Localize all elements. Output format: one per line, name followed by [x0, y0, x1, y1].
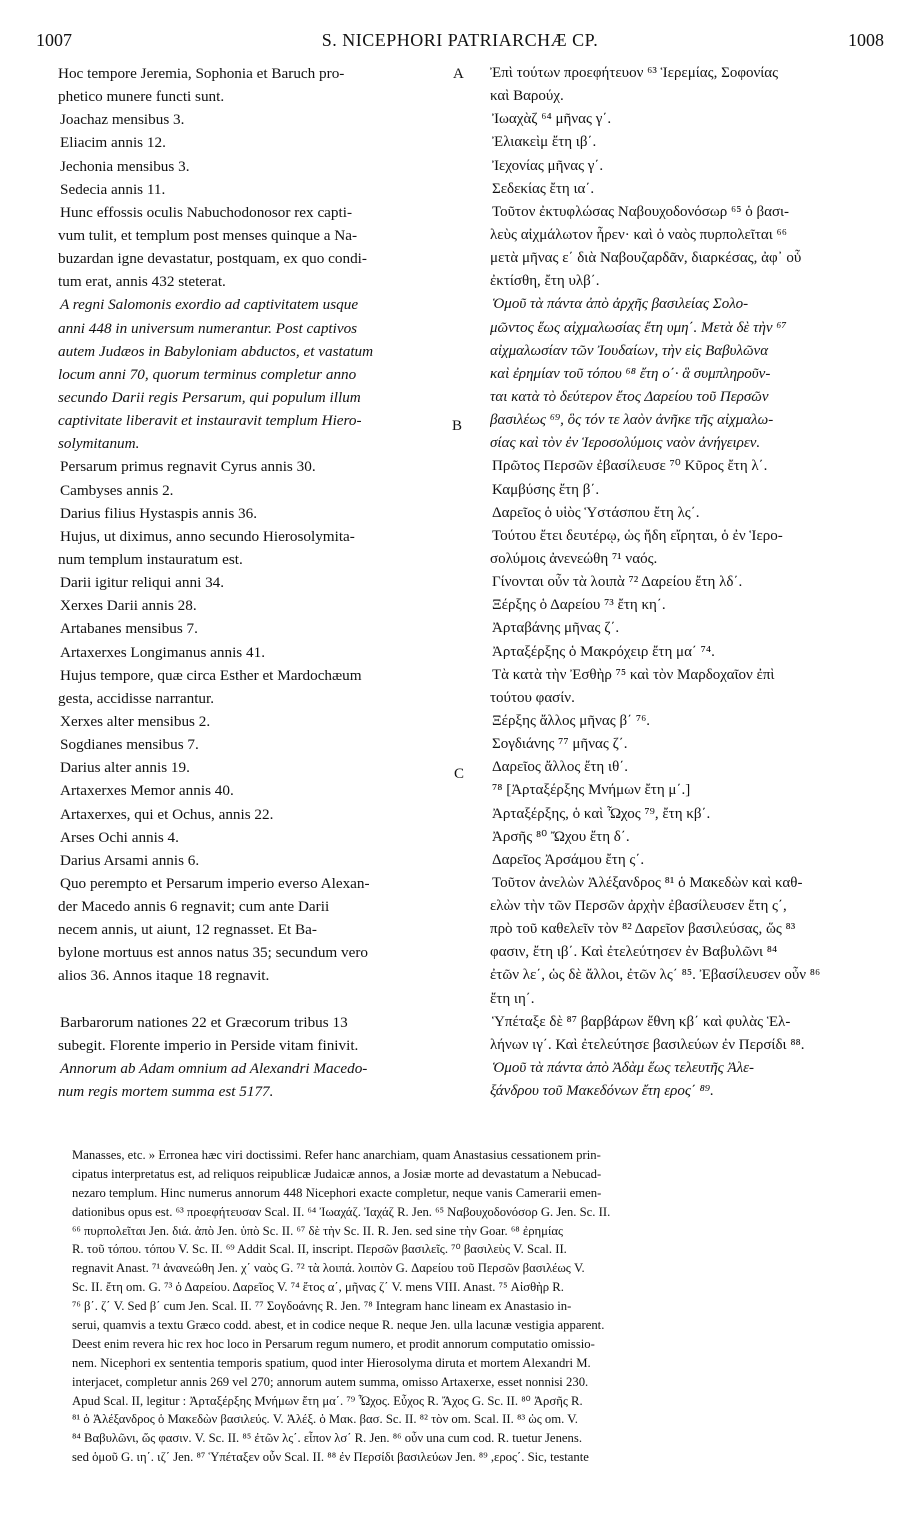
- latin-text-line: vum tulit, et templum post menses quinque a Na-: [58, 226, 358, 244]
- latin-text-line: Annorum ab Adam omnium ad Alexandri Macedo-: [60, 1060, 368, 1078]
- latin-text-line: Hoc tempore Jeremia, Sophonia et Baruch pro-: [58, 65, 345, 82]
- greek-text-line: Ἐλιακεὶμ ἔτη ιβ΄.: [492, 134, 597, 151]
- latin-text-line: Darius Arsami annis 6.: [60, 851, 200, 869]
- greek-text-line: καὶ ἐρημίαν τοῦ τόπου ⁶⁸ ἔτη ο΄· ἃ συμπληροῦν-: [490, 365, 771, 382]
- footnote-line: ⁸⁴ Βαβυλῶνι, ὥς φασιν. V. Sc. II. ⁸⁵ ἐτῶν λς΄. εἶπον λσ΄ R. Jen. ⁸⁶ οὖν una cum cod. R. tuetur Jenens.: [72, 1431, 582, 1446]
- greek-text-line: Ὁμοῦ τὰ πάντα ἀπὸ Ἀδὰμ ἕως τελευτῆς Ἀλε-: [492, 1060, 755, 1077]
- latin-text-line: Xerxes Darii annis 28.: [60, 597, 197, 615]
- greek-text-line: ξάνδρου τοῦ Μακεδόνων ἔτη ερος΄ ⁸⁹.: [490, 1083, 714, 1100]
- latin-text-line: Sogdianes mensibus 7.: [60, 736, 199, 754]
- section-marker-c: C: [454, 766, 465, 782]
- greek-text-line: Δαρεῖος ὁ υἱὸς Ὑστάσπου ἔτη λς΄.: [492, 504, 700, 521]
- running-title: S. NICEPHORI PATRIARCHÆ CP.: [321, 30, 599, 50]
- footnote-line: cipatus interpretatus est, ad reliquos reipublicæ Judaicæ annos, a Josiæ morte ad devastatum a Nebucad-: [72, 1166, 602, 1181]
- greek-text-line: Ξέρξης ὁ Δαρείου ⁷³ ἔτη κη΄.: [492, 597, 666, 614]
- page-header: [36, 30, 884, 56]
- page-number-left: 1007: [36, 30, 72, 50]
- latin-text-line: Xerxes alter mensibus 2.: [60, 712, 211, 730]
- latin-text-line: Darius filius Hystaspis annis 36.: [60, 504, 258, 522]
- greek-text-line: Ἰεχονίας μῆνας γ΄.: [492, 157, 604, 174]
- latin-text-line: der Macedo annis 6 regnavit; cum ante Darii: [58, 898, 330, 916]
- footnote-line: sed ὁμοῦ G. ιη΄. ιζ΄ Jen. ⁸⁷ Ὑπέταξεν οὖν Scal. II. ⁸⁸ ἐν Περσίδι βασιλεύων Jen. ⁸⁹ ,ερος΄. Sic, testante: [72, 1450, 589, 1465]
- latin-text-line: tum erat, annis 432 steterat.: [58, 273, 226, 291]
- greek-text-line: λεὺς αἰχμάλωτον ἦρεν· καὶ ὁ ναὸς πυρπολεῖται ⁶⁶: [490, 226, 787, 243]
- latin-column: [58, 62, 450, 1103]
- latin-text-line: Hunc effossis oculis Nabuchodonosor rex capti-: [60, 203, 353, 221]
- latin-text-line: Cambyses annis 2.: [60, 481, 174, 499]
- footnote-line: R. τοῦ τόπου. τόπου V. Sc. II. ⁶⁹ Addit Scal. II, inscript. Περσῶν βασιλεῖς. ⁷⁰ βασιλεὺς V. Scal. II.: [72, 1242, 567, 1257]
- greek-text-line: Ἐπὶ τούτων προεφήτευον ⁶³ Ἱερεμίας, Σοφονίας: [490, 65, 779, 81]
- latin-text-line: Darius alter annis 19.: [60, 759, 190, 777]
- footnote-line: ⁶⁶ πυρπολεῖται Jen. διά. ἀπὸ Jen. ὑπὸ Sc. II. ⁶⁷ δὲ τὴν Sc. II. R. Jen. sed sine τὴν Goar. ⁶⁸ ἐρημίας: [72, 1223, 564, 1238]
- latin-text-line: alios 36. Annos itaque 18 regnavit.: [58, 967, 270, 985]
- greek-text-line: καὶ Βαρούχ.: [490, 88, 564, 105]
- greek-text-line: Ἀρταξέρξης, ὁ καὶ Ὦχος ⁷⁹, ἔτη κβ΄.: [492, 805, 711, 822]
- latin-text-line: Joachaz mensibus 3.: [60, 111, 185, 129]
- footnote-line: Apud Scal. II, legitur : Ἀρταξέρξης Μνήμων ἔτη μα΄. ⁷⁹ Ὦχος. Εὖχος R. Ἄχος G. Sc. II. ⁸⁰ Ἀρσῆς R.: [72, 1393, 583, 1408]
- latin-text-line: Arses Ochi annis 4.: [60, 828, 179, 846]
- greek-text-line: Τὰ κατὰ τὴν Ἐσθὴρ ⁷⁵ καὶ τὸν Μαρδοχαῖον ἐπὶ: [492, 666, 775, 683]
- greek-text-line: βασιλέως ⁶⁹, ὃς τόν τε λαὸν ἀνῆκε τῆς αἰχμαλω-: [490, 412, 774, 429]
- latin-text-line: bylone mortuus est annos natus 35; secundum vero: [58, 944, 369, 962]
- greek-text-line: πρὸ τοῦ καθελεῖν τὸν ⁸² Δαρεῖον βασιλεύσας, ὥς ⁸³: [490, 921, 796, 938]
- footnote-line: nezaro templum. Hinc numerus annorum 448 Nicephori exacte completur, neque vanis Camerarii emen-: [72, 1185, 602, 1200]
- footnote-line: Deest enim revera hic rex hoc loco in Persarum regum numero, et prodit annorum computatio omissio-: [72, 1336, 595, 1351]
- greek-text-line: Γίνονται οὖν τὰ λοιπὰ ⁷² Δαρείου ἔτη λδ΄.: [492, 574, 743, 591]
- footnote-line: serui, quamvis a textu Græco codd. abest, et in codice neque R. neque Jen. ulla lacunæ vestigia apparent.: [72, 1318, 605, 1333]
- greek-text-line: Ἀρσῆς ⁸⁰ Ὤχου ἔτη δ΄.: [492, 828, 630, 845]
- latin-text-line: anni 448 in universum numerantur. Post captivos: [58, 319, 358, 337]
- greek-text-line: λήνων ιγ΄. Καὶ ἐτελεύτησε βασιλεύων ἐν Περσίδι ⁸⁸.: [490, 1036, 805, 1053]
- greek-text-line: Ὁμοῦ τὰ πάντα ἀπὸ ἀρχῆς βασιλείας Σολο-: [492, 296, 749, 313]
- latin-text-line: Quo perempto et Persarum imperio everso Alexan-: [60, 874, 370, 892]
- greek-text-line: Ἀρταβάνης μῆνας ζ΄.: [492, 620, 620, 637]
- latin-text-line: captivitate liberavit et instauravit templum Hiero-: [58, 412, 362, 430]
- latin-text-line: num templum instauratum est.: [58, 550, 243, 568]
- latin-text-line: necem annis, ut aiunt, 12 regnasset. Et Ba-: [58, 921, 317, 939]
- footnote-line: dationibus opus est. ⁶³ προεφήτευσαν Scal. II. ⁶⁴ Ἰωαχάζ. Ἰαχάζ R. Jen. ⁶⁵ Ναβουχοδονόσορ G. Jen. Sc. II.: [72, 1204, 611, 1219]
- latin-text-line: Hujus tempore, quæ circa Esther et Mardochæum: [60, 666, 362, 684]
- latin-text-line: solymitanum.: [58, 435, 140, 453]
- section-marker-b: B: [452, 418, 463, 434]
- latin-text-line: autem Judæos in Babyloniam abductos, et vastatum: [58, 342, 374, 360]
- greek-text-line: ελὼν τὴν τῶν Περσῶν ἀρχὴν ἐβασίλευσεν ἔτη ς΄,: [490, 898, 787, 915]
- greek-text-line: Πρῶτος Περσῶν ἐβασίλευσε ⁷⁰ Κῦρος ἔτη λ΄.: [492, 458, 768, 475]
- latin-text-line: Artaxerxes, qui et Ochus, annis 22.: [60, 805, 274, 823]
- greek-text-line: ται κατὰ τὸ δεύτερον ἔτος Δαρείου τοῦ Περσῶν: [490, 388, 769, 405]
- greek-text-line: Τοῦτον ἐκτυφλώσας Ναβουχοδονόσωρ ⁶⁵ ὁ βασι-: [492, 203, 790, 220]
- section-marker-a: A: [453, 66, 464, 82]
- footnote-line: ⁷⁶ β΄. ζ΄ V. Sed β΄ cum Jen. Scal. II. ⁷⁷ Σογδοάνης R. Jen. ⁷⁸ Integram hanc lineam ex Anastasio in-: [72, 1299, 572, 1314]
- greek-text-line: ἐτῶν λε΄, ὡς δὲ ἄλλοι, ἐτῶν λς΄ ⁸⁵. Ἐβασίλευσεν οὖν ⁸⁶: [490, 967, 821, 984]
- latin-text-line: num regis mortem summa est 5177.: [58, 1083, 274, 1101]
- greek-text-line: Τοῦτον ἀνελὼν Ἀλέξανδρος ⁸¹ ὁ Μακεδὼν καὶ καθ-: [492, 874, 803, 891]
- footnotes: [72, 1146, 892, 1467]
- greek-text-line: Καμβύσης ἔτη β΄.: [492, 481, 600, 498]
- latin-text-line: Artaxerxes Longimanus annis 41.: [60, 643, 265, 661]
- greek-text-line: σολύμοις ἀνενεώθη ⁷¹ ναός.: [490, 550, 658, 567]
- footnote-line: regnavit Anast. ⁷¹ ἀνανεώθη Jen. χ΄ ναὸς G. ⁷² τὰ λοιπά. λοιπὸν G. Δαρείου τοῦ Περσῶν βασιλέως V.: [72, 1261, 585, 1276]
- greek-text-line: αἰχμαλωσίαν τῶν Ἰουδαίων, τὴν εἰς Βαβυλῶνα: [490, 342, 769, 359]
- greek-text-line: Τούτου ἔτει δευτέρῳ, ὡς ἤδη εἴρηται, ὁ ἐν Ἱερο-: [492, 527, 783, 544]
- footnote-line: nem. Nicephori ex sententia temporis spatium, quod inter Hierosolyma diruta et mortem Alexandri M.: [72, 1355, 591, 1370]
- latin-text-line: Barbarorum nationes 22 et Græcorum tribus 13: [60, 1013, 348, 1031]
- latin-text-line: secundo Darii regis Persarum, qui populum illum: [58, 388, 361, 406]
- greek-column: [490, 62, 880, 1103]
- latin-text-line: buzardan igne devastatur, postquam, ex quo condi-: [58, 250, 367, 268]
- footnote-line: ⁸¹ ὁ Ἀλέξανδρος ὁ Μακεδὼν βασιλεύς. V. Ἀλέξ. ὁ Μακ. βασ. Sc. II. ⁸² τὸν om. Scal. II. ⁸³ ὡς om. V.: [72, 1412, 578, 1427]
- greek-text-line: φασιν, ἔτη ιβ΄. Καὶ ἐτελεύτησεν ἐν Βαβυλῶνι ⁸⁴: [490, 944, 778, 961]
- latin-text-line: Persarum primus regnavit Cyrus annis 30.: [60, 458, 316, 476]
- greek-text-line: Ἀρταξέρξης ὁ Μακρόχειρ ἔτη μα΄ ⁷⁴.: [492, 643, 715, 660]
- latin-text-line: Hujus, ut diximus, anno secundo Hierosolymita-: [60, 527, 355, 545]
- greek-text-line: σίας καὶ τὸν ἐν Ἱεροσολύμοις ναὸν ἀνήγειρεν.: [490, 435, 761, 452]
- latin-text-line: A regni Salomonis exordio ad captivitatem usque: [60, 296, 359, 314]
- page-number-right: 1008: [848, 30, 884, 50]
- greek-text-line: ⁷⁸ [Ἀρταξέρξης Μνήμων ἔτη μ΄.]: [492, 782, 691, 799]
- latin-text-line: Darii igitur reliqui anni 34.: [60, 574, 225, 592]
- latin-text-line: Artaxerxes Memor annis 40.: [60, 782, 234, 800]
- greek-text-line: Δαρεῖος Ἀρσάμου ἔτη ς΄.: [492, 851, 645, 868]
- greek-text-line: Δαρεῖος ἄλλος ἔτη ιθ΄.: [492, 759, 628, 776]
- greek-text-line: μῶντος ἕως αἰχμαλωσίας ἔτη υμη΄. Μετὰ δὲ τὴν ⁶⁷: [490, 319, 787, 336]
- latin-text-line: phetico munere functi sunt.: [58, 88, 225, 106]
- latin-text-line: Sedecia annis 11.: [60, 180, 166, 198]
- latin-text-line: gesta, accidisse narrantur.: [58, 689, 215, 707]
- footnote-line: interjacet, completur annis 269 vel 270; annorum autem summa, omisso Artaxerxe, esset nonnisi 230.: [72, 1374, 589, 1389]
- latin-text-line: Artabanes mensibus 7.: [60, 620, 198, 638]
- latin-text-line: Jechonia mensibus 3.: [60, 157, 190, 175]
- latin-text-line: Eliacim annis 12.: [60, 134, 166, 152]
- greek-text-line: Σογδιάνης ⁷⁷ μῆνας ζ΄.: [492, 736, 628, 753]
- greek-text-line: Σεδεκίας ἔτη ια΄.: [492, 180, 595, 197]
- greek-text-line: μετὰ μῆνας ε΄ διὰ Ναβουζαρδᾶν, διαρκέσας, ἀφ᾽ οὗ: [490, 250, 802, 267]
- greek-text-line: τούτου φασίν.: [490, 689, 575, 706]
- latin-text-line: subegit. Florente imperio in Perside vitam finivit.: [58, 1036, 359, 1054]
- footnote-line: Manasses, etc. » Erronea hæc viri doctissimi. Refer hanc anarchiam, quam Anastasius cessationem prin-: [72, 1148, 601, 1162]
- greek-text-line: ἔτη ιη΄.: [490, 990, 535, 1007]
- greek-text-line: Ὑπέταξε δὲ ⁸⁷ βαρβάρων ἔθνη κβ΄ καὶ φυλὰς Ἑλ-: [492, 1013, 791, 1030]
- greek-text-line: Ἰωαχὰζ ⁶⁴ μῆνας γ΄.: [492, 111, 612, 128]
- greek-text-line: ἐκτίσθη, ἔτη υλβ΄.: [490, 273, 600, 290]
- footnote-line: Sc. II. ἔτη om. G. ⁷³ ὁ Δαρείου. Δαρεῖος V. ⁷⁴ ἔτος α΄, μῆνας ζ΄ V. mens VIII. Anast. ⁷⁵ Αἰσθὴρ R.: [72, 1280, 564, 1295]
- latin-text-line: locum anni 70, quorum terminus completur anno: [58, 365, 357, 383]
- latin-text-line: [58, 988, 450, 1011]
- greek-text-line: Ξέρξης ἄλλος μῆνας β΄ ⁷⁶.: [492, 712, 651, 729]
